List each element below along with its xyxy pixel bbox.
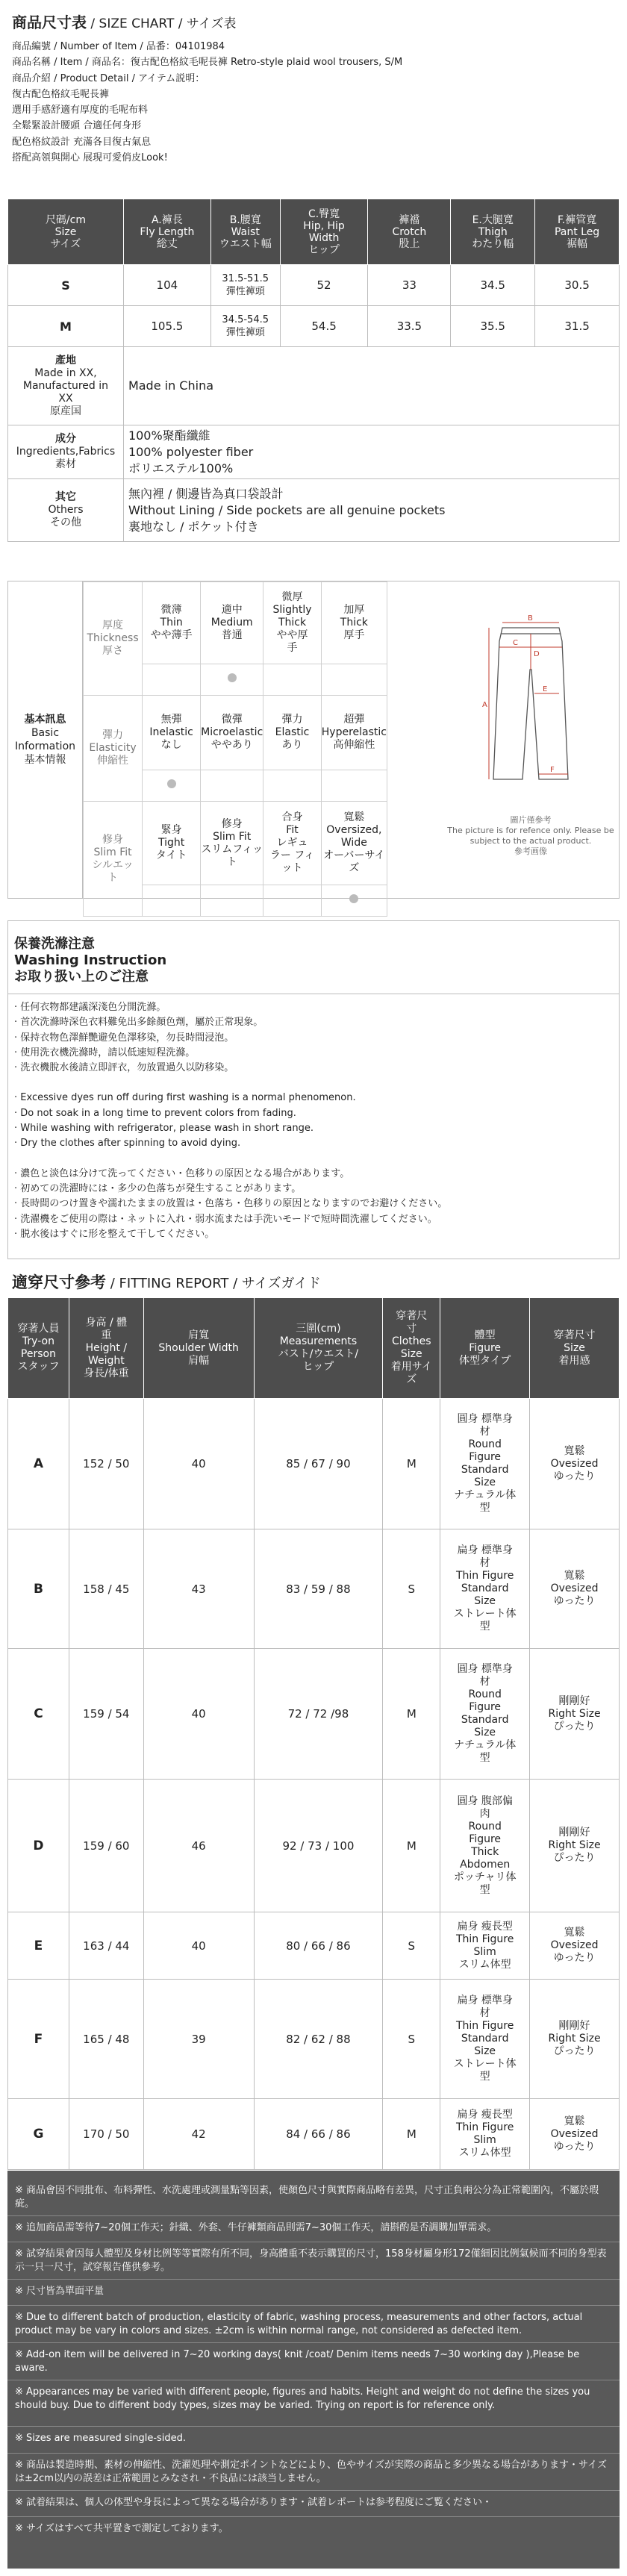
elasticity-option: 無彈 Inelastic なし bbox=[143, 696, 201, 770]
material-row bbox=[8, 425, 620, 479]
header-clothes-size: 穿著尺 寸 Clothes Size 着用サイ ズ bbox=[383, 1298, 440, 1399]
fit-feel: 寬鬆 Ovesized ゆったり bbox=[530, 1399, 620, 1529]
thigh-value: 35.5 bbox=[451, 306, 535, 347]
divider bbox=[7, 2426, 620, 2427]
thickness-marker bbox=[321, 664, 387, 696]
header-fly-length: A.褲長 Fly Length 総丈 bbox=[123, 199, 210, 265]
person-label: F bbox=[8, 1980, 69, 2099]
fly-length-value: 105.5 bbox=[123, 306, 210, 347]
thickness-option: 微厚 Slightly Thick やや厚 手 bbox=[263, 582, 321, 664]
fit-marker bbox=[143, 885, 201, 917]
person-label: C bbox=[8, 1649, 69, 1780]
fly-length-value: 104 bbox=[123, 265, 210, 306]
thickness-option: 微薄 Thin やや薄手 bbox=[143, 582, 201, 664]
note-ja: ※ サイズはすべて共平置きで測定しております。 bbox=[15, 2523, 228, 2534]
person-label: A bbox=[8, 1399, 69, 1529]
diagram-letter-d: D bbox=[534, 650, 540, 658]
clothes-size: M bbox=[383, 1649, 440, 1780]
waist-value: 34.5-54.5 彈性褲頭 bbox=[210, 306, 280, 347]
other-row bbox=[8, 479, 620, 542]
info-line: 配色格紋設計 充滿各目復古氣息 bbox=[12, 136, 152, 148]
elasticity-marker bbox=[201, 770, 263, 802]
fit-feel: 寬鬆 Ovesized ゆったり bbox=[530, 1529, 620, 1649]
diagram-letter-e: E bbox=[543, 685, 548, 693]
fitting-row-a bbox=[8, 1399, 620, 1529]
shoulder-width: 40 bbox=[143, 1649, 254, 1780]
shoulder-width: 42 bbox=[143, 2099, 254, 2170]
shoulder-width: 43 bbox=[143, 1529, 254, 1649]
divider bbox=[7, 2490, 620, 2491]
height-weight: 152 / 50 bbox=[69, 1399, 143, 1529]
note-ja: ※ 試着結果は、個人の体型や身長によって異なる場合があります・試着レポートは参考程度にご覧ください・ bbox=[15, 2497, 493, 2508]
thickness-option: 加厚 Thick 厚手 bbox=[321, 582, 387, 664]
figure-type: 圓身 腹部偏 肉 Round Figure Thick Abdomen ポッチャリ体 型 bbox=[440, 1780, 530, 1912]
header-hip: C.臀寬 Hip, Hip Width ヒップ bbox=[280, 199, 368, 265]
note-en: ※ Appearances may be varied with different people, figures and habits. Height and weight do not define the sizes you should buy. Due to different body types, sizes may be varied. Trying on report is for reference only. bbox=[15, 2386, 590, 2411]
note-zh: ※ 試穿結果會因每人體型及身材比例等等實際有所不同，身高體重不表示購買的尺寸，158身材屬身形172僅細因比例氣候而不同的身型表示一只一尺寸，試穿報告僅供參考。 bbox=[15, 2248, 607, 2273]
fit-feel: 寬鬆 Ovesized ゆったり bbox=[530, 2099, 620, 2170]
fitting-row-c bbox=[8, 1649, 620, 1780]
note-zh: ※ 商品會因不同批布、布料彈性、水洗處理或測量點等因素，使顏色尺寸與實際商品略有差異，尺寸正負兩公分為正常範圍內，不屬於瑕疵。 bbox=[15, 2185, 599, 2209]
fit-marker bbox=[201, 885, 263, 917]
info-line: 復古配色格紋毛呢長褲 bbox=[12, 88, 110, 100]
clothes-size: M bbox=[383, 1399, 440, 1529]
size-label: M bbox=[8, 306, 124, 347]
thigh-value: 34.5 bbox=[451, 265, 535, 306]
note-en: ※ Sizes are measured single-sided. bbox=[15, 2433, 187, 2444]
basic-info-panel bbox=[7, 581, 620, 899]
note-ja: ※ 商品は製造時期、素材の伸縮性、洗濯処理や測定ポイントなどにより、色やサイズが実際の商品と多少異なる場合があります・サイズは±2cm以内の誤差は正常範囲とみなされ・不良品には該当しません。 bbox=[15, 2460, 607, 2484]
clothes-size: M bbox=[383, 2099, 440, 2170]
shoulder-width: 40 bbox=[143, 1912, 254, 1980]
info-line: 全鬆緊設計腰頭 合適任何身形 bbox=[12, 120, 142, 132]
other-value: 無內裡 / 側邊皆為真口袋設計 Without Lining / Side pockets are all genuine pockets 裏地なし / ポケット付き bbox=[123, 479, 619, 542]
thickness-options-row bbox=[84, 582, 442, 664]
clothes-size: S bbox=[383, 1980, 440, 2099]
clothes-size: S bbox=[383, 1529, 440, 1649]
product-info bbox=[12, 39, 402, 166]
size-chart-table bbox=[7, 199, 620, 542]
fit-feel: 剛剛好 Right Size ぴったり bbox=[530, 1980, 620, 2099]
pant-leg-value: 30.5 bbox=[535, 265, 620, 306]
height-weight: 159 / 60 bbox=[69, 1780, 143, 1912]
fitting-title: 適穿尺寸參考 / FITTING REPORT / サイズガイド bbox=[12, 1273, 321, 1291]
fit-marker bbox=[321, 885, 387, 917]
figure-type: 圓身 標準身 材 Round Figure Standard Size ナチュラル体 型 bbox=[440, 1649, 530, 1780]
header-person: 穿著人員 Try-on Person スタッフ bbox=[8, 1298, 69, 1399]
material-value: 100%聚酯纖維 100% polyester fiber ポリエステル100% bbox=[123, 425, 619, 479]
header-feel: 穿著尺寸 Size 着用感 bbox=[530, 1298, 620, 1399]
notes-panel bbox=[7, 2171, 620, 2569]
divider bbox=[7, 2279, 620, 2280]
person-label: D bbox=[8, 1780, 69, 1912]
header-pant-leg: F.褲管寬 Pant Leg 裾幅 bbox=[535, 199, 620, 265]
thickness-marker bbox=[143, 664, 201, 696]
fit-marker bbox=[263, 885, 321, 917]
washing-lines: · 任何衣物都建議深淺色分開洗滌。 · 首次洗滌時深色衣料難免出多餘顏色劑，屬於正常現象。 · 保持衣物色澤鮮艷避免色澤移染，勿長時間浸泡。 · 使用洗衣機洗滌時，請以低速短程洗滌。 · 洗衣機脫水後請立即評衣，勿放置過久以防移染。 · Excessive dyes run off during first washing is a normal phenomenon. · Do not soak in a long time to prevent colors from fading. · While washing with refrigerator, please wash in short range. · Dry the clothes after spinning to avoid dying. · 濃色と淡色は分けて洗ってください・色移りの原因となる場合があります。 · 初めての洗濯時には・多少の色落ちが発生することがあります。 · 長時間のつけ置きや濡れたままの放置は・色落ち・色移りの原因となりますのでお避けください。 · 洗濯機をご使用の際は・ネットに入れ・弱水流または手洗いモードで短時間洗濯してください。 · 脱水後はすぐに形を整えて干してください。 bbox=[14, 1002, 448, 1240]
hip-value: 52 bbox=[280, 265, 368, 306]
header-waist: B.腰寬 Waist ウエスト幅 bbox=[210, 199, 280, 265]
info-line: 搭配高領與開心 展現可愛俏皮Look! bbox=[12, 152, 168, 164]
crotch-value: 33.5 bbox=[368, 306, 451, 347]
selected-dot-icon bbox=[167, 779, 176, 788]
fitting-row-b bbox=[8, 1529, 620, 1649]
measurements: 83 / 59 / 88 bbox=[254, 1529, 383, 1649]
diagram-letter-b: B bbox=[528, 614, 533, 623]
info-line: 選用手感舒適有厚度的毛呢布料 bbox=[12, 105, 149, 116]
elasticity-option: 超彈 Hyperelastic 高伸縮性 bbox=[321, 696, 387, 770]
shoulder-width: 46 bbox=[143, 1780, 254, 1912]
fitting-row-d bbox=[8, 1780, 620, 1912]
hip-value: 54.5 bbox=[280, 306, 368, 347]
note-zh: ※ 追加商品需等待7~20個工作天；針織、外套、牛仔褲類商品則需7~30個工作天，請斟酌是否調購加單需求。 bbox=[15, 2222, 497, 2233]
trousers-outline-icon bbox=[441, 581, 620, 813]
figure-type: 扁身 瘦長型 Thin Figure Slim スリム体型 bbox=[440, 2099, 530, 2170]
size-label: S bbox=[8, 265, 124, 306]
size-row-m bbox=[8, 306, 620, 347]
info-line: 商品名稱 / Item / 商品名：復古配色格紋毛呢長褲 Retro-style plaid wool trousers, S/M bbox=[12, 57, 403, 69]
height-weight: 159 / 54 bbox=[69, 1649, 143, 1780]
shoulder-width: 40 bbox=[143, 1399, 254, 1529]
header-crotch: 褲襠 Crotch 股上 bbox=[368, 199, 451, 265]
height-weight: 163 / 44 bbox=[69, 1912, 143, 1980]
figure-type: 扁身 標準身 材 Thin Figure Standard Size ストレート体 型 bbox=[440, 1980, 530, 2099]
measurements: 85 / 67 / 90 bbox=[254, 1399, 383, 1529]
fit-feel: 剛剛好 Right Size ぴったり bbox=[530, 1780, 620, 1912]
selected-dot-icon bbox=[228, 673, 237, 682]
fit-option: 寬鬆 Oversized, Wide オーバーサイ ズ bbox=[321, 802, 387, 885]
clothes-size: M bbox=[383, 1780, 440, 1912]
divider bbox=[7, 2215, 620, 2216]
person-label: E bbox=[8, 1912, 69, 1980]
elasticity-label: 彈力 Elasticity 伸縮性 bbox=[84, 696, 143, 802]
note-en: ※ Due to different batch of production, elasticity of fabric, washing process, measurements and other factors, actual product may be vary in colors and sizes. ±2cm is within normal range, not considered as defected item. bbox=[15, 2312, 583, 2336]
washing-title: 保養洗滌注意 Washing Instruction お取り扱い上のご注意 bbox=[14, 936, 167, 985]
waist-value: 31.5-51.5 彈性褲頭 bbox=[210, 265, 280, 306]
size-row-s bbox=[8, 265, 620, 306]
elasticity-marker bbox=[263, 770, 321, 802]
height-weight: 170 / 50 bbox=[69, 2099, 143, 2170]
person-label: B bbox=[8, 1529, 69, 1649]
origin-label: 產地 Made in XX, Manufactured in XX 原産国 bbox=[8, 347, 124, 425]
divider bbox=[7, 2305, 620, 2306]
measurements: 72 / 72 /98 bbox=[254, 1649, 383, 1780]
basic-info-table bbox=[83, 581, 441, 917]
header-thigh: E.大腿寬 Thigh わたり幅 bbox=[451, 199, 535, 265]
thickness-option: 適中 Medium 普通 bbox=[201, 582, 263, 664]
measurements: 92 / 73 / 100 bbox=[254, 1780, 383, 1912]
person-label: G bbox=[8, 2099, 69, 2170]
info-line: 商品編號 / Number of Item / 品番：04101984 bbox=[12, 41, 225, 52]
material-label: 成分 Ingredients,Fabrics 素材 bbox=[8, 425, 124, 479]
fit-option: 緊身 Tight タイト bbox=[143, 802, 201, 885]
basic-info-label: 基本訊息 Basic Information 基本情報 bbox=[8, 581, 83, 898]
header-figure: 體型 Figure 体型タイプ bbox=[440, 1298, 530, 1399]
measurements: 84 / 66 / 86 bbox=[254, 2099, 383, 2170]
diagram-letter-f: F bbox=[550, 766, 555, 774]
other-label: 其它 Others その他 bbox=[8, 479, 124, 542]
fitting-table-header bbox=[8, 1298, 620, 1399]
divider bbox=[7, 2342, 620, 2343]
fitting-row-e bbox=[8, 1912, 620, 1980]
crotch-value: 33 bbox=[368, 265, 451, 306]
height-weight: 158 / 45 bbox=[69, 1529, 143, 1649]
height-weight: 165 / 48 bbox=[69, 1980, 143, 2099]
figure-type: 圓身 標準身 材 Round Figure Standard Size ナチュラル体 型 bbox=[440, 1399, 530, 1529]
divider bbox=[7, 2453, 620, 2454]
note-zh: ※ 尺寸皆為單面平量 bbox=[15, 2286, 104, 2297]
measurements: 82 / 62 / 88 bbox=[254, 1980, 383, 2099]
header-size: 尺碼/cm Size サイズ bbox=[8, 199, 124, 265]
fitting-report-table bbox=[7, 1297, 620, 2170]
measurements: 80 / 66 / 86 bbox=[254, 1912, 383, 1980]
elasticity-marker bbox=[321, 770, 387, 802]
trousers-diagram bbox=[441, 581, 620, 898]
elasticity-option: 微彈 Microelastic ややあり bbox=[201, 696, 263, 770]
header-shoulder: 肩寬 Shoulder Width 肩幅 bbox=[143, 1298, 254, 1399]
fitting-row-f bbox=[8, 1980, 620, 2099]
thickness-marker bbox=[263, 664, 321, 696]
divider bbox=[7, 2516, 620, 2517]
page-title: 商品尺寸表 / SIZE CHART / サイズ表 bbox=[12, 13, 237, 31]
washing-instruction-panel bbox=[7, 920, 620, 1259]
note-en: ※ Add-on item will be delivered in 7~20 working days( knit /coat/ Denim items needs 7~30 working day ),Please be aware. bbox=[15, 2349, 580, 2374]
figure-type: 扁身 瘦長型 Thin Figure Slim スリム体型 bbox=[440, 1912, 530, 1980]
fit-label: 修身 Slim Fit シルエッ ト bbox=[84, 802, 143, 917]
size-table-header bbox=[8, 199, 620, 265]
fit-feel: 寬鬆 Ovesized ゆったり bbox=[530, 1912, 620, 1980]
shoulder-width: 39 bbox=[143, 1980, 254, 2099]
pant-leg-value: 31.5 bbox=[535, 306, 620, 347]
elasticity-marker bbox=[143, 770, 201, 802]
fit-feel: 剛剛好 Right Size ぴったり bbox=[530, 1649, 620, 1780]
thickness-marker bbox=[201, 664, 263, 696]
fitting-row-g bbox=[8, 2099, 620, 2170]
diagram-caption: 圖片僅參考 The picture is for refence only. Please be subject to the actual product. 參考画像 bbox=[447, 815, 614, 856]
elasticity-option: 彈力 Elastic あり bbox=[263, 696, 321, 770]
diagram-letter-c: C bbox=[513, 639, 518, 647]
origin-value: Made in China bbox=[123, 347, 619, 425]
diagram-letter-a: A bbox=[482, 701, 487, 709]
selected-dot-icon bbox=[349, 894, 358, 903]
clothes-size: S bbox=[383, 1912, 440, 1980]
header-height-weight: 身高 / 體 重 Height / Weight 身長/体重 bbox=[69, 1298, 143, 1399]
figure-type: 扁身 標準身 材 Thin Figure Standard Size ストレート体 型 bbox=[440, 1529, 530, 1649]
fit-option: 合身 Fit レギュ ラー フィ ット bbox=[263, 802, 321, 885]
thickness-label: 厚度 Thickness 厚さ bbox=[84, 582, 143, 696]
fit-option: 修身 Slim Fit スリムフィッ ト bbox=[201, 802, 263, 885]
origin-row bbox=[8, 347, 620, 425]
info-line: 商品介紹 / Product Detail / アイテム説明： bbox=[12, 72, 205, 84]
header-measurements: 三圍(cm) Measurements バスト/ウエスト/ ヒップ bbox=[254, 1298, 383, 1399]
